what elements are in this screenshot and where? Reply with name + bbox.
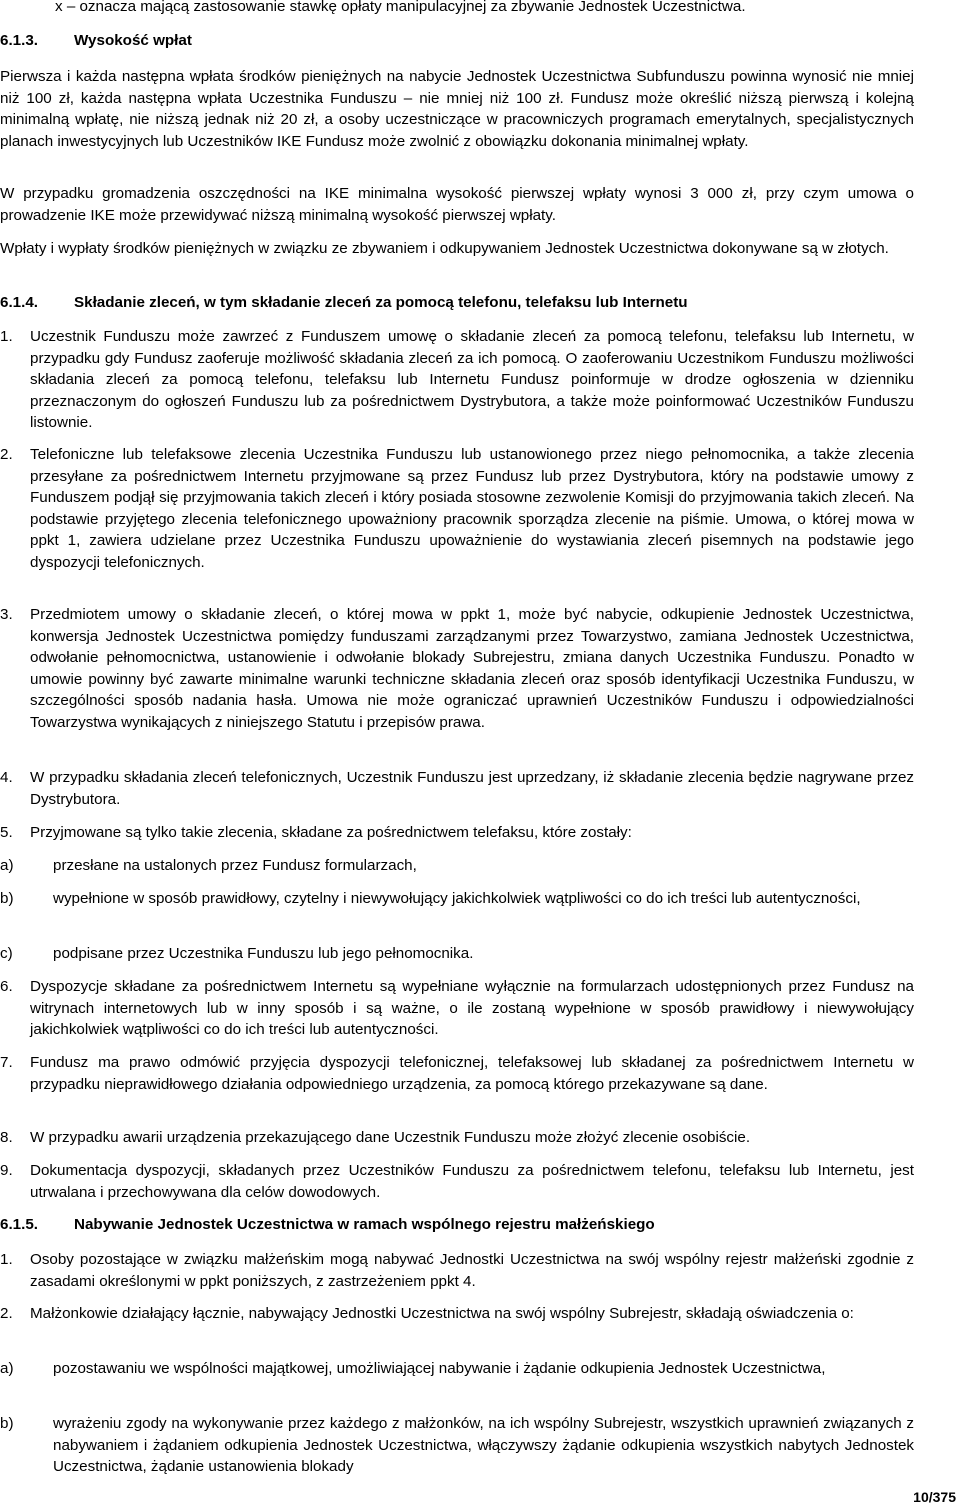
section-heading-6-1-4 (0, 292, 688, 314)
section-number: 6.1.4. (0, 294, 38, 311)
list-item (0, 822, 914, 844)
sub-item-letter: b) (0, 890, 14, 907)
section-number: 6.1.3. (0, 32, 38, 49)
sub-item-text: wypełnione w sposób prawidłowy, czytelny i niewywołujący jakichkolwiek wątpliwości co do ich treści lub autentyczności, (53, 890, 861, 907)
list-item-number: 1. (0, 1251, 13, 1268)
list-item-text: Uczestnik Funduszu może zawrzeć z Funduszem umowę o składanie zleceń za pomocą telefonu, telefaksu lub Internetu, w przypadku gdy Fundusz zaoferuje możliwość składania zleceń za ich pomocą. O zaoferowaniu Uczestnikom Funduszu możliwości składania zleceń za pomocą telefonu, telefaksu lub Internetu Fundusz poinformuje w drodze ogłoszenia w dzienniku przeznaczonym do ogłoszeń Funduszu lub za pośrednictwem Dystrybutora, a także może poinformować Uczestników Funduszu listownie. (30, 328, 914, 431)
list-item-number: 6. (0, 978, 13, 995)
list-item-number: 5. (0, 824, 13, 841)
section-title: Składanie zleceń, w tym składanie zleceń za pomocą telefonu, telefaksu lub Internetu (74, 294, 688, 311)
list-item-number: 8. (0, 1129, 13, 1146)
sub-item-text: pozostawaniu we wspólności majątkowej, umożliwiającej nabywanie i żądanie odkupienia Jednostek Uczestnictwa, (53, 1360, 826, 1377)
paragraph: Wpłaty i wypłaty środków pieniężnych w związku ze zbywaniem i odkupywaniem Jednostek Uczestnictwa dokonywane są w złotych. (0, 240, 889, 257)
list-item-text: Dyspozycje składane za pośrednictwem Internetu są wypełniane wyłącznie na formularzach udostępnionych przez Fundusz na witrynach internetowych lub w inny sposób i są ważne, o ile zostaną wypełnione w sposób prawidłowy i niewywołujący jakichkolwiek wątpliwości co do ich treści lub autentyczności. (30, 978, 914, 1038)
sub-item (0, 1413, 914, 1478)
list-item-number: 2. (0, 446, 13, 463)
list-item (0, 1127, 914, 1149)
list-item-number: 1. (0, 328, 13, 345)
list-item (0, 604, 914, 733)
list-item-number: 3. (0, 606, 13, 623)
list-item (0, 1249, 914, 1292)
list-item (0, 767, 914, 810)
list-item-text: Małżonkowie działający łącznie, nabywający Jednostki Uczestnictwa na swój wspólny Subrejestr, składają oświadczenia o: (30, 1305, 854, 1322)
fee-note: x – oznacza mającą zastosowanie stawkę opłaty manipulacyjnej za zbywanie Jednostek Uczestnictwa. (55, 0, 746, 15)
list-item (0, 444, 914, 573)
section-heading-6-1-5 (0, 1214, 655, 1236)
sub-item-letter: b) (0, 1415, 14, 1432)
list-item (0, 976, 914, 1041)
list-item (0, 1160, 914, 1203)
list-item-text: Telefoniczne lub telefaksowe zlecenia Uczestnika Funduszu lub ustanowionego przez niego pełnomocnika, a także zlecenia przesyłane za pośrednictwem Internetu przyjmowane są przez Fundusz lub przez Dystrybutora, który na podstawie umowy z Funduszem podjął się przyjmowania takich zleceń i który posiada stosowne zezwolenie Komisji do przyjmowania takich zleceń. Na podstawie przyjętego zlecenia telefonicznego upoważniony pracownik sporządza zlecenie na piśmie. Umowa, o której mowa w ppkt 1, zawiera udzielane przez Uczestnika Funduszu upoważnienie do wystawiania zleceń pisemnych na podstawie jego dyspozycji telefonicznych. (30, 446, 914, 571)
sub-item-letter: c) (0, 945, 13, 962)
sub-item-text: podpisane przez Uczestnika Funduszu lub jego pełnomocnika. (53, 945, 474, 962)
sub-item (0, 1358, 914, 1380)
list-item-text: Fundusz ma prawo odmówić przyjęcia dyspozycji telefonicznej, telefaksowej lub składanej za pośrednictwem Internetu w przypadku nieprawidłowego działania odpowiedniego urządzenia, za pomocą którego przekazywane są dane. (30, 1054, 914, 1093)
list-item-number: 7. (0, 1054, 13, 1071)
sub-item (0, 855, 914, 877)
sub-item (0, 943, 914, 965)
sub-item-letter: a) (0, 857, 14, 874)
section-title: Wysokość wpłat (74, 32, 192, 49)
sub-item-text: przesłane na ustalonych przez Fundusz formularzach, (53, 857, 417, 874)
list-item-number: 9. (0, 1162, 13, 1179)
section-number: 6.1.5. (0, 1216, 38, 1233)
list-item-text: W przypadku składania zleceń telefonicznych, Uczestnik Funduszu jest uprzedzany, iż składanie zlecenia będzie nagrywane przez Dystrybutora. (30, 769, 914, 808)
list-item-number: 2. (0, 1305, 13, 1322)
sub-item-letter: a) (0, 1360, 14, 1377)
sub-item (0, 888, 914, 910)
list-item-number: 4. (0, 769, 13, 786)
list-item (0, 1303, 914, 1325)
list-item-text: Osoby pozostające w związku małżeńskim mogą nabywać Jednostki Uczestnictwa na swój wspólny rejestr małżeński zgodnie z zasadami określonymi w ppkt poniższych, z zastrzeżeniem ppkt 4. (30, 1251, 914, 1290)
paragraph: Pierwsza i każda następna wpłata środków pieniężnych na nabycie Jednostek Uczestnictwa Subfunduszu powinna wynosić nie mniej niż 100 zł, każda następna wpłata Uczestnika Funduszu – nie mniej niż 100 zł. Fundusz może określić niższą pierwszą i kolejną minimalną wpłatę, nie niższą jednak niż 20 zł, a osoby uczestniczące w pracowniczych programach emerytalnych, specjalistycznych planach inwestycyjnych lub Uczestników IKE Fundusz może zwolnić z obowiązku dokonania minimalnej wpłaty. (0, 68, 914, 150)
list-item-text: Przyjmowane są tylko takie zlecenia, składane za pośrednictwem telefaksu, które zostały: (30, 824, 632, 841)
paragraph: W przypadku gromadzenia oszczędności na IKE minimalna wysokość pierwszej wpłaty wynosi 3 000 zł, przy czym umowa o prowadzenie IKE może przewidywać niższą minimalną wysokość pierwszej wpłaty. (0, 185, 914, 224)
page-number: 10/375 (913, 1489, 956, 1505)
list-item-text: Dokumentacja dyspozycji, składanych przez Uczestników Funduszu za pośrednictwem telefonu, telefaksu lub Internetu, jest utrwalana i przechowywana dla celów dowodowych. (30, 1162, 914, 1201)
list-item-text: Przedmiotem umowy o składanie zleceń, o której mowa w ppkt 1, może być nabycie, odkupienie Jednostek Uczestnictwa, konwersja Jednostek Uczestnictwa pomiędzy funduszami zarządzanymi przez Towarzystwo, zamiana Jednostek Uczestnictwa, odwołanie pełnomocnictwa, ustanowienie i odwołanie blokady Subrejestru, zmiana danych Uczestnika Funduszu. Ponadto w umowie powinny być zawarte minimalne warunki techniczne składania zleceń oraz sposób identyfikacji Uczestnika Funduszu, w szczególności sposób nadania hasła. Umowa nie może ograniczać uprawnień Uczestników Funduszu i odpowiedzialności Towarzystwa wynikających z niniejszego Statutu i przepisów prawa. (30, 606, 914, 731)
list-item (0, 1052, 914, 1095)
sub-item-text: wyrażeniu zgody na wykonywanie przez każdego z małżonków, na ich wspólny Subrejestr, wszystkich uprawnień związanych z nabywaniem i żądaniem odkupienia Jednostek Uczestnictwa, włączywszy żądanie odkupienia wszystkich nabytych Jednostek Uczestnictwa, żądanie ustanowienia blokady (53, 1415, 914, 1475)
section-title: Nabywanie Jednostek Uczestnictwa w ramach wspólnego rejestru małżeńskiego (74, 1216, 655, 1233)
section-heading-6-1-3 (0, 30, 192, 52)
list-item (0, 326, 914, 434)
list-item-text: W przypadku awarii urządzenia przekazującego dane Uczestnik Funduszu może złożyć zlecenie osobiście. (30, 1129, 751, 1146)
